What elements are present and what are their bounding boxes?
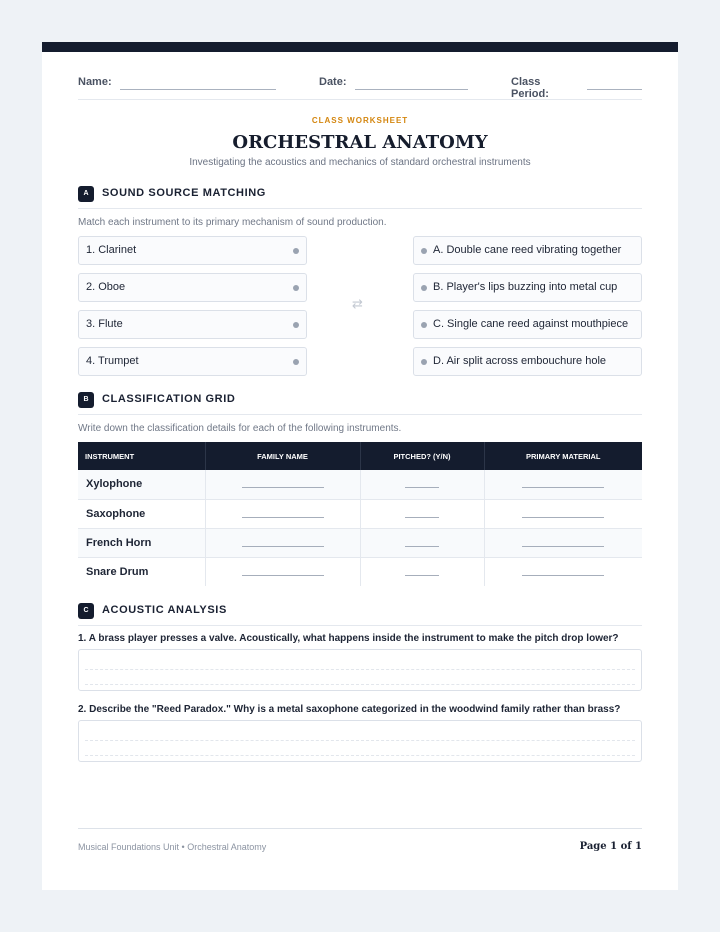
material-cell[interactable] bbox=[484, 557, 642, 586]
question-2: 2. Describe the "Reed Paradox." Why is a metal saxophone categorized in the woodwind family rather than brass? bbox=[78, 704, 621, 715]
section-b-header bbox=[78, 392, 642, 415]
match-mechanism-c[interactable] bbox=[413, 310, 642, 339]
instrument-cell: Snare Drum bbox=[78, 557, 205, 586]
column-header: INSTRUMENT bbox=[78, 442, 205, 470]
pitched-cell[interactable] bbox=[360, 557, 484, 586]
table-row bbox=[78, 470, 642, 499]
name-input-line[interactable] bbox=[120, 76, 276, 90]
pitched-cell[interactable] bbox=[360, 528, 484, 557]
match-mechanism-a[interactable] bbox=[413, 236, 642, 265]
match-instrument-label: 1. Clarinet bbox=[86, 244, 137, 256]
section-c-badge: C bbox=[78, 603, 94, 619]
family-name-cell[interactable] bbox=[205, 470, 360, 499]
family-name-cell[interactable] bbox=[205, 528, 360, 557]
instrument-cell: Saxophone bbox=[78, 499, 205, 528]
section-b-title: CLASSIFICATION GRID bbox=[102, 393, 236, 405]
pitched-cell[interactable] bbox=[360, 499, 484, 528]
class-period-field bbox=[511, 76, 642, 100]
page-subtitle: Investigating the acoustics and mechanics of standard orchestral instruments bbox=[189, 157, 531, 168]
connector-dot-icon[interactable] bbox=[293, 285, 299, 291]
date-input-line[interactable] bbox=[355, 76, 468, 90]
match-instrument-4[interactable] bbox=[78, 347, 307, 376]
match-instrument-label: 2. Oboe bbox=[86, 281, 126, 293]
match-mechanism-label: B. Player's lips buzzing into metal cup bbox=[433, 281, 618, 293]
table-header-row bbox=[78, 442, 642, 470]
class-period-label: Class Period: bbox=[511, 76, 549, 100]
pitched-cell[interactable] bbox=[360, 470, 484, 499]
connector-dot-icon[interactable] bbox=[421, 248, 427, 254]
footer-unit-label: Musical Foundations Unit • Orchestral Anatomy bbox=[78, 842, 267, 852]
match-mechanism-label: D. Air split across embouchure hole bbox=[433, 355, 607, 367]
page-number: Page 1 of 1 bbox=[579, 841, 642, 852]
connector-dot-icon[interactable] bbox=[293, 322, 299, 328]
section-c-title: ACOUSTIC ANALYSIS bbox=[102, 604, 227, 616]
instrument-cell: Xylophone bbox=[78, 470, 205, 499]
table-row bbox=[78, 528, 642, 557]
answer-box-1[interactable] bbox=[78, 649, 642, 691]
name-label: Name: bbox=[78, 76, 112, 88]
family-name-cell[interactable] bbox=[205, 557, 360, 586]
match-mechanism-label: C. Single cane reed against mouthpiece bbox=[433, 318, 629, 330]
table-row bbox=[78, 557, 642, 586]
column-header: PRIMARY MATERIAL bbox=[484, 442, 642, 470]
class-period-input-line[interactable] bbox=[587, 76, 642, 90]
worksheet-page bbox=[42, 42, 678, 890]
question-1: 1. A brass player presses a valve. Acoustically, what happens inside the instrument to make the pitch drop lower? bbox=[78, 633, 619, 644]
date-field bbox=[319, 76, 468, 90]
match-instrument-2[interactable] bbox=[78, 273, 307, 302]
instrument-cell: French Horn bbox=[78, 528, 205, 557]
connector-dot-icon[interactable] bbox=[421, 359, 427, 365]
answer-box-2[interactable] bbox=[78, 720, 642, 762]
material-cell[interactable] bbox=[484, 499, 642, 528]
material-cell[interactable] bbox=[484, 528, 642, 557]
section-a-badge: A bbox=[78, 186, 94, 202]
connector-dot-icon[interactable] bbox=[293, 248, 299, 254]
connector-dot-icon[interactable] bbox=[421, 285, 427, 291]
material-cell[interactable] bbox=[484, 470, 642, 499]
eyebrow-label: CLASS WORKSHEET bbox=[311, 116, 409, 125]
column-header: FAMILY NAME bbox=[205, 442, 360, 470]
match-mechanism-d[interactable] bbox=[413, 347, 642, 376]
table-row bbox=[78, 499, 642, 528]
section-c-header bbox=[78, 603, 642, 626]
match-mechanism-label: A. Double cane reed vibrating together bbox=[433, 244, 622, 256]
section-b-instruction: Write down the classification details for each of the following instruments. bbox=[78, 423, 402, 434]
page-title: ORCHESTRAL ANATOMY bbox=[232, 132, 488, 153]
match-mechanism-b[interactable] bbox=[413, 273, 642, 302]
student-info-row bbox=[78, 76, 642, 100]
name-field bbox=[78, 76, 276, 90]
connector-dot-icon[interactable] bbox=[293, 359, 299, 365]
match-instrument-3[interactable] bbox=[78, 310, 307, 339]
match-instrument-label: 4. Trumpet bbox=[86, 355, 139, 367]
match-instrument-1[interactable] bbox=[78, 236, 307, 265]
family-name-cell[interactable] bbox=[205, 499, 360, 528]
match-instrument-label: 3. Flute bbox=[86, 318, 123, 330]
swap-arrows-icon: ⇄ bbox=[352, 296, 363, 311]
classification-table bbox=[78, 442, 642, 586]
section-a-title: SOUND SOURCE MATCHING bbox=[102, 187, 266, 199]
top-accent-bar bbox=[42, 42, 678, 52]
section-b-badge: B bbox=[78, 392, 94, 408]
column-header: PITCHED? (Y/N) bbox=[360, 442, 484, 470]
page-footer bbox=[78, 828, 642, 856]
section-a-header bbox=[78, 186, 642, 209]
date-label: Date: bbox=[319, 76, 347, 88]
section-a-instruction: Match each instrument to its primary mechanism of sound production. bbox=[78, 217, 387, 228]
connector-dot-icon[interactable] bbox=[421, 322, 427, 328]
